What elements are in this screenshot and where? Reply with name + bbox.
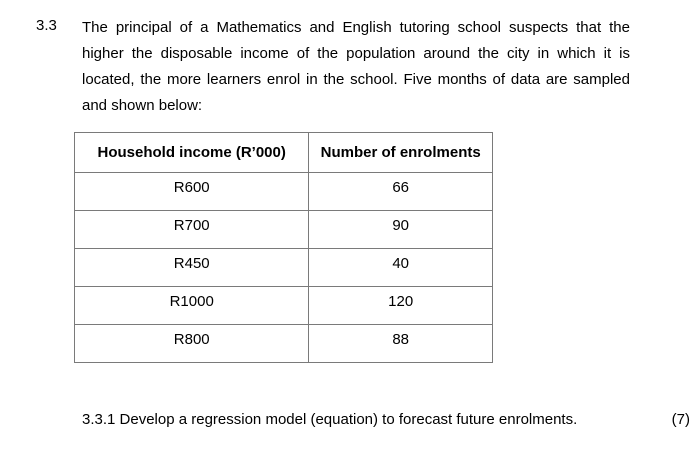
subquestion-marks: (7) [671,411,690,428]
table-row [75,173,493,211]
enrolments-cell: 120 [309,287,493,325]
income-cell: R450 [75,249,309,287]
table-row [75,249,493,287]
income-cell: R600 [75,173,309,211]
income-cell: R700 [75,211,309,249]
enrolments-cell: 88 [309,325,493,363]
table-row [75,325,493,363]
table-row [75,211,493,249]
enrolments-cell: 66 [309,173,493,211]
header-number-of-enrolments: Number of enrolments [309,133,493,173]
income-cell: R800 [75,325,309,363]
question-text: The principal of a Mathematics and English tutoring school suspects that the higher the disposable income of the population around the city in which it is located, the more learners enrol in the school. Five months of data are sampled and shown below: [82,19,630,114]
table-row [75,287,493,325]
question-number: 3.3 [36,17,57,34]
enrolments-cell: 90 [309,211,493,249]
enrolments-cell: 40 [309,249,493,287]
table-header-row [75,133,493,173]
data-table [74,132,493,363]
income-cell: R1000 [75,287,309,325]
subquestion-text: 3.3.1 Develop a regression model (equation) to forecast future enrolments. [82,411,578,428]
header-household-income: Household income (R’000) [75,133,309,173]
